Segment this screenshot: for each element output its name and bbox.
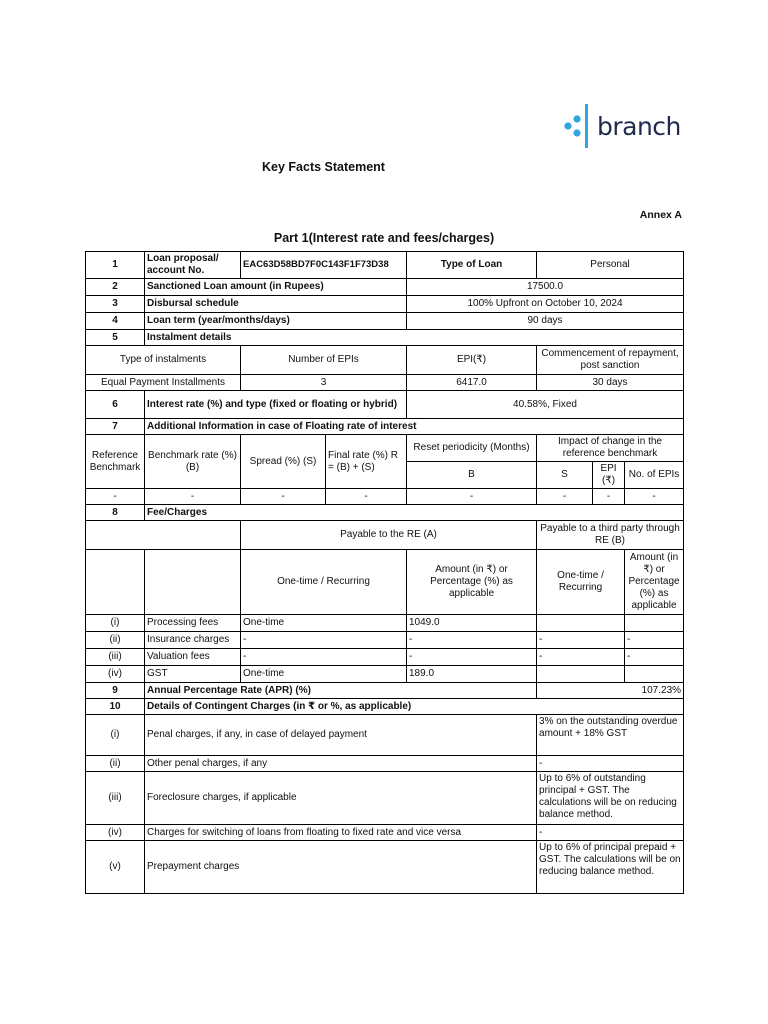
sanctioned-amount-label: Sanctioned Loan amount (in Rupees) (145, 279, 407, 296)
epi-amount-value: 6417.0 (407, 375, 537, 391)
fee-re-type: One-time (241, 666, 407, 683)
row-number: 6 (86, 391, 145, 419)
impact-epi-header: EPI (₹) (593, 462, 625, 489)
loan-term-value: 90 days (407, 313, 684, 330)
table-row (86, 252, 684, 279)
annex-label: Annex A (639, 209, 682, 221)
row-number: 7 (86, 419, 145, 435)
part-title: Part 1(Interest rate and fees/charges) (273, 231, 495, 245)
reset-b-value: - (407, 489, 537, 505)
reference-benchmark-value: - (86, 489, 145, 505)
fee-item-number: (ii) (86, 632, 145, 649)
table-row (86, 772, 684, 825)
third-party-one-time-recurring-header: One-time / Recurring (537, 550, 625, 615)
table-row (86, 841, 684, 894)
impact-no-epis-header: No. of EPIs (625, 462, 684, 489)
type-of-loan-label: Type of Loan (407, 252, 537, 279)
fee-re-amount: - (407, 632, 537, 649)
contingent-item-number: (ii) (86, 756, 145, 772)
brand-name: branch (597, 111, 681, 141)
fee-item-label: Valuation fees (145, 649, 241, 666)
empty-cell (86, 550, 145, 615)
contingent-item-value: - (537, 825, 684, 841)
re-amount-header: Amount (in ₹) or Percentage (%) as applicable (407, 550, 537, 615)
contingent-item-value: Up to 6% of principal prepaid + GST. The calculations will be on reducing balance method. (537, 841, 684, 894)
contingent-item-number: (v) (86, 841, 145, 894)
row-number: 1 (86, 252, 145, 279)
fee-re-type: - (241, 632, 407, 649)
disbursal-schedule-value: 100% Upfront on October 10, 2024 (407, 296, 684, 313)
sanctioned-amount-value: 17500.0 (407, 279, 684, 296)
table-row (86, 521, 684, 550)
branch-logo (563, 104, 681, 148)
table-row (86, 756, 684, 772)
branch-logo-icon (563, 104, 593, 148)
table-row (86, 296, 684, 313)
instalment-type-value: Equal Payment Installments (86, 375, 241, 391)
impact-epi-value: - (593, 489, 625, 505)
fee-third-party-type (537, 615, 625, 632)
fee-item-label: Insurance charges (145, 632, 241, 649)
table-row (86, 550, 684, 615)
interest-rate-value: 40.58%, Fixed (407, 391, 684, 419)
instalment-details-label: Instalment details (145, 330, 684, 346)
reset-s-value: - (537, 489, 593, 505)
epi-amount-header: EPI(₹) (407, 346, 537, 375)
contingent-item-label: Prepayment charges (145, 841, 537, 894)
contingent-item-value: 3% on the outstanding overdue amount + 18% GST (537, 715, 684, 756)
table-row (86, 435, 684, 462)
commencement-header: Commencement of repayment, post sanction (537, 346, 684, 375)
reset-periodicity-header: Reset periodicity (Months) (407, 435, 537, 462)
loan-proposal-label: Loan proposal/ account No. (145, 252, 241, 279)
fee-item-number: (iv) (86, 666, 145, 683)
page-title: Key Facts Statement (262, 160, 385, 174)
reference-benchmark-header: Reference Benchmark (86, 435, 145, 489)
spread-value: - (241, 489, 326, 505)
fee-charges-label: Fee/Charges (145, 505, 684, 521)
row-number: 10 (86, 699, 145, 715)
row-number: 3 (86, 296, 145, 313)
fee-re-type: - (241, 649, 407, 666)
fee-third-party-amount: - (625, 649, 684, 666)
key-facts-table (85, 251, 684, 894)
table-row (86, 505, 684, 521)
table-row (86, 825, 684, 841)
contingent-item-label: Foreclosure charges, if applicable (145, 772, 537, 825)
fee-re-amount: 189.0 (407, 666, 537, 683)
table-row (86, 632, 684, 649)
table-row (86, 330, 684, 346)
fee-re-amount: 1049.0 (407, 615, 537, 632)
impact-no-epis-value: - (625, 489, 684, 505)
table-row (86, 683, 684, 699)
table-row (86, 279, 684, 296)
reset-b-header: B (407, 462, 537, 489)
table-row (86, 615, 684, 632)
benchmark-rate-header: Benchmark rate (%) (B) (145, 435, 241, 489)
account-number: EAC63D58BD7F0C143F1F73D38 (241, 252, 407, 279)
table-row (86, 489, 684, 505)
empty-cell (145, 550, 241, 615)
row-number: 9 (86, 683, 145, 699)
interest-rate-label: Interest rate (%) and type (fixed or floating or hybrid) (145, 391, 407, 419)
re-one-time-recurring-header: One-time / Recurring (241, 550, 407, 615)
fee-third-party-type (537, 666, 625, 683)
table-row (86, 715, 684, 756)
contingent-item-number: (iv) (86, 825, 145, 841)
benchmark-rate-value: - (145, 489, 241, 505)
row-number: 5 (86, 330, 145, 346)
contingent-item-number: (iii) (86, 772, 145, 825)
apr-label: Annual Percentage Rate (APR) (%) (145, 683, 537, 699)
type-of-loan-value: Personal (537, 252, 684, 279)
row-number: 4 (86, 313, 145, 330)
fee-item-label: GST (145, 666, 241, 683)
payable-third-party-header: Payable to a third party through RE (B) (537, 521, 684, 550)
final-rate-value: - (326, 489, 407, 505)
fee-item-number: (iii) (86, 649, 145, 666)
fee-third-party-amount (625, 615, 684, 632)
table-row (86, 375, 684, 391)
row-number: 2 (86, 279, 145, 296)
fee-re-amount: - (407, 649, 537, 666)
third-party-amount-header: Amount (in ₹) or Percentage (%) as applicable (625, 550, 684, 615)
contingent-charges-label: Details of Contingent Charges (in ₹ or %, as applicable) (145, 699, 684, 715)
row-number: 8 (86, 505, 145, 521)
payable-re-header: Payable to the RE (A) (241, 521, 537, 550)
table-row (86, 419, 684, 435)
contingent-item-label: Other penal charges, if any (145, 756, 537, 772)
empty-cell (86, 521, 241, 550)
fee-item-label: Processing fees (145, 615, 241, 632)
fee-item-number: (i) (86, 615, 145, 632)
floating-rate-info-label: Additional Information in case of Floating rate of interest (145, 419, 684, 435)
contingent-item-number: (i) (86, 715, 145, 756)
epi-count-value: 3 (241, 375, 407, 391)
table-row (86, 346, 684, 375)
loan-term-label: Loan term (year/months/days) (145, 313, 407, 330)
instalment-type-header: Type of instalments (86, 346, 241, 375)
contingent-item-value: Up to 6% of outstanding principal + GST. The calculations will be on reducing balance method. (537, 772, 684, 825)
fee-third-party-amount (625, 666, 684, 683)
impact-header: Impact of change in the reference benchmark (537, 435, 684, 462)
table-row (86, 666, 684, 683)
contingent-item-label: Charges for switching of loans from floating to fixed rate and vice versa (145, 825, 537, 841)
contingent-item-value: - (537, 756, 684, 772)
apr-value: 107.23% (537, 683, 684, 699)
disbursal-schedule-label: Disbursal schedule (145, 296, 407, 313)
table-row (86, 313, 684, 330)
fee-re-type: One-time (241, 615, 407, 632)
table-row (86, 391, 684, 419)
epi-count-header: Number of EPIs (241, 346, 407, 375)
spread-header: Spread (%) (S) (241, 435, 326, 489)
contingent-item-label: Penal charges, if any, in case of delayed payment (145, 715, 537, 756)
fee-third-party-type: - (537, 649, 625, 666)
final-rate-header: Final rate (%) R = (B) + (S) (326, 435, 407, 489)
fee-third-party-type: - (537, 632, 625, 649)
reset-s-header: S (537, 462, 593, 489)
table-row (86, 649, 684, 666)
commencement-value: 30 days (537, 375, 684, 391)
fee-third-party-amount: - (625, 632, 684, 649)
table-row (86, 699, 684, 715)
